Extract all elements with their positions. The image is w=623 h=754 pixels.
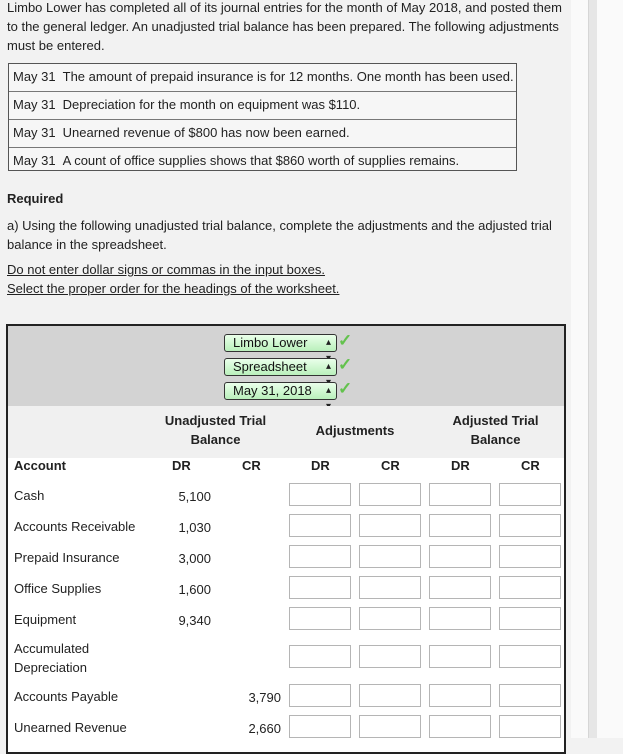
updown-arrow-icon: ▴ [325, 361, 331, 372]
updown-arrow-icon: ▴ [325, 385, 331, 396]
scrollbar-track[interactable] [571, 0, 623, 738]
adjustment-item [9, 64, 516, 92]
account-subheader: Account [14, 458, 66, 473]
updown-arrow-icon: ▴ [325, 337, 331, 348]
adjusted-cr-input[interactable] [499, 545, 561, 568]
cr-subheader: CR [242, 458, 261, 473]
account-name-line: Depreciation [14, 660, 87, 675]
adjustment-text: The amount of prepaid insurance is for 12 months. One month has been used. [62, 69, 514, 84]
dr-cr-subheaders [8, 458, 564, 472]
adjusted-cr-input[interactable] [499, 514, 561, 537]
note-no-dollar-signs: Do not enter dollar signs or commas in the input boxes. [7, 262, 325, 277]
scrollbar-edge [588, 0, 597, 738]
adjustment-cr-input[interactable] [359, 483, 421, 506]
intro-paragraph [7, 0, 567, 55]
unadjusted-cr-value: 3,790 [248, 690, 281, 705]
unadjusted-trial-balance-header [148, 411, 283, 449]
adjustments-header: Adjustments [315, 423, 395, 438]
account-name: Equipment [14, 612, 77, 627]
select-value: May 31, 2018 [233, 383, 312, 398]
adjustment-dr-input[interactable] [289, 514, 351, 537]
header-line: Balance [470, 432, 521, 447]
dr-subheader: DR [451, 458, 470, 473]
adjustment-cr-input[interactable] [359, 607, 421, 630]
check-icon: ✓ [338, 379, 353, 398]
intro-line: must be entered. [7, 38, 105, 53]
unadjusted-dr-value: 1,030 [178, 520, 211, 535]
header-line: Unadjusted Trial [164, 413, 267, 428]
heading-select-date[interactable] [224, 382, 337, 400]
dr-subheader: DR [311, 458, 330, 473]
unadjusted-dr-value: 5,100 [178, 489, 211, 504]
adjusted-dr-input[interactable] [429, 607, 491, 630]
required-heading: Required [7, 191, 64, 206]
adjustment-cr-input[interactable] [359, 715, 421, 738]
adjustment-text: Depreciation for the month on equipment was $110. [62, 97, 361, 112]
intro-line: to the general ledger. An unadjusted trial balance has been prepared. The following adjustments [7, 19, 559, 34]
adjustment-text: Unearned revenue of $800 has now been earned. [62, 125, 350, 140]
account-name: Unearned Revenue [14, 720, 127, 735]
check-icon: ✓ [338, 355, 353, 374]
account-name: Cash [14, 488, 45, 503]
adjusted-dr-input[interactable] [429, 483, 491, 506]
adjusted-dr-input[interactable] [429, 576, 491, 599]
adjustment-dr-input[interactable] [289, 684, 351, 707]
header-line: Adjusted Trial [452, 413, 539, 428]
cr-subheader: CR [521, 458, 540, 473]
adjustment-item [9, 120, 516, 148]
column-headers [8, 406, 564, 458]
adjustment-text: A count of office supplies shows that $860 worth of supplies remains. [62, 153, 460, 168]
adjusted-dr-input[interactable] [429, 545, 491, 568]
account-name: Office Supplies [14, 581, 102, 596]
instruction-line: balance in the spreadsheet. [7, 237, 167, 252]
adjusted-trial-balance-header [428, 411, 563, 449]
heading-select-company[interactable] [224, 334, 337, 352]
adjustment-date: May 31 [13, 69, 56, 84]
account-name: Accounts Receivable [14, 519, 136, 534]
adjustment-cr-input[interactable] [359, 514, 421, 537]
adjustment-cr-input[interactable] [359, 576, 421, 599]
adjusted-dr-input[interactable] [429, 715, 491, 738]
adjusted-cr-input[interactable] [499, 576, 561, 599]
adjustment-dr-input[interactable] [289, 607, 351, 630]
adjusted-cr-input[interactable] [499, 715, 561, 738]
account-name [14, 639, 89, 677]
adjustment-dr-input[interactable] [289, 715, 351, 738]
instruction-line: a) Using the following unadjusted trial balance, complete the adjustments and the adjusted trial [7, 218, 552, 233]
adjustments-list [8, 63, 517, 171]
adjusted-cr-input[interactable] [499, 483, 561, 506]
unadjusted-dr-value: 1,600 [178, 582, 211, 597]
unadjusted-cr-value: 2,660 [248, 721, 281, 736]
adjustment-dr-input[interactable] [289, 483, 351, 506]
worksheet-heading-area [8, 326, 564, 406]
adjustment-item [9, 92, 516, 120]
account-name: Accounts Payable [14, 689, 119, 704]
adjustment-dr-input[interactable] [289, 576, 351, 599]
adjustment-cr-input[interactable] [359, 545, 421, 568]
intro-line: Limbo Lower has completed all of its journal entries for the month of May 2018, and posted them [7, 0, 562, 15]
unadjusted-dr-value: 9,340 [178, 613, 211, 628]
worksheet [6, 324, 566, 754]
adjustment-cr-input[interactable] [359, 645, 421, 668]
header-line: Balance [190, 432, 241, 447]
adjustment-cr-input[interactable] [359, 684, 421, 707]
account-name-line: Accumulated [14, 641, 90, 656]
adjustment-item [9, 148, 516, 175]
select-value: Limbo Lower [233, 335, 308, 350]
adjusted-dr-input[interactable] [429, 514, 491, 537]
note-heading-order: Select the proper order for the headings of the worksheet. [7, 281, 340, 296]
adjustment-date: May 31 [13, 153, 56, 168]
adjusted-cr-input[interactable] [499, 645, 561, 668]
adjustment-dr-input[interactable] [289, 545, 351, 568]
unadjusted-dr-value: 3,000 [178, 551, 211, 566]
adjustment-date: May 31 [13, 97, 56, 112]
account-name: Prepaid Insurance [14, 550, 120, 565]
adjusted-cr-input[interactable] [499, 607, 561, 630]
dr-subheader: DR [172, 458, 191, 473]
check-icon: ✓ [338, 331, 353, 350]
select-value: Spreadsheet [233, 359, 307, 374]
adjustment-dr-input[interactable] [289, 645, 351, 668]
adjusted-dr-input[interactable] [429, 684, 491, 707]
adjusted-dr-input[interactable] [429, 645, 491, 668]
adjusted-cr-input[interactable] [499, 684, 561, 707]
heading-select-title[interactable] [224, 358, 337, 376]
cr-subheader: CR [381, 458, 400, 473]
adjustment-date: May 31 [13, 125, 56, 140]
required-instruction [7, 216, 563, 254]
